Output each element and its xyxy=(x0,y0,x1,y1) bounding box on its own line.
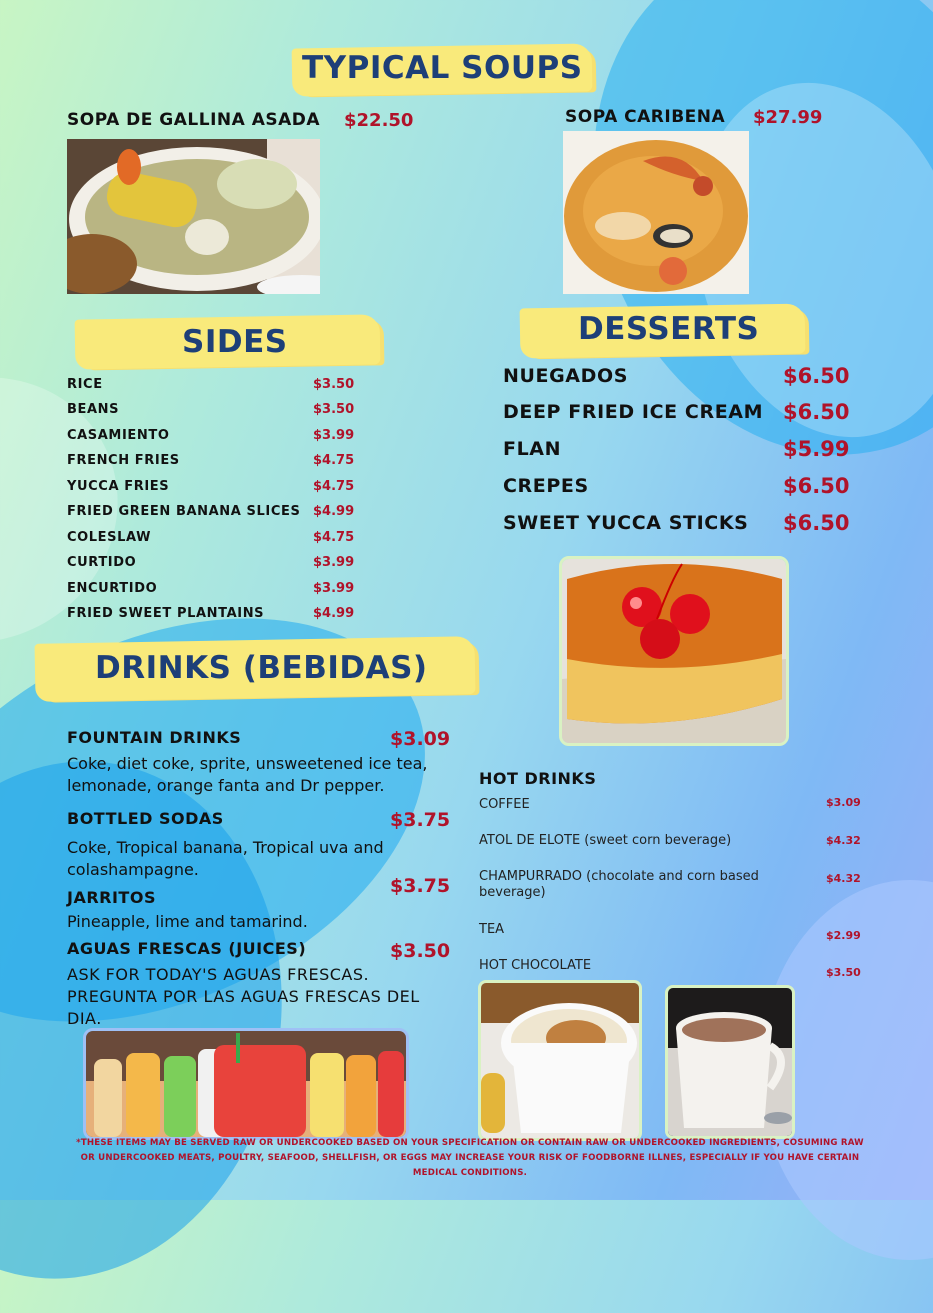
flan-photo xyxy=(559,556,789,746)
hot-drinks-heading: HOT DRINKS xyxy=(479,769,597,788)
hot-chocolate-photo xyxy=(665,985,795,1139)
caribena-soup-photo xyxy=(563,131,749,294)
gallina-soup-photo xyxy=(67,139,320,294)
side-item-name: ENCURTIDO xyxy=(67,581,158,596)
drink-description: Coke, diet coke, sprite, unsweetened ice tea, lemonade, orange fanta and Dr pepper. xyxy=(67,754,428,795)
hot-drink-name: ATOL DE ELOTE (sweet corn beverage) xyxy=(479,833,732,848)
dessert-item-price: $6.50 xyxy=(783,511,850,535)
hot-drink-name: CHAMPURRADO (chocolate and corn based beverage) xyxy=(479,869,759,900)
side-item-name: FRENCH FRIES xyxy=(67,453,180,468)
hot-drink-price: $3.09 xyxy=(826,796,861,809)
drink-price: $3.75 xyxy=(390,809,451,831)
drink-description: Pineapple, lime and tamarind. xyxy=(67,912,308,931)
drinks-heading: DRINKS (BEBIDAS) xyxy=(95,650,428,686)
drink-name: AGUAS FRESCAS (JUICES) xyxy=(67,939,307,958)
side-item-price: $3.99 xyxy=(313,555,355,570)
disclaimer-text: *THESE ITEMS MAY BE SERVED RAW OR UNDERCOOKED BASED ON YOUR SPECIFICATION OR CONTAIN RAW OR UNDERCOOKED INGREDIENTS, COSUMING RAW OR UNDERCOOKED MEATS, POULTRY, SEAFOOD, SHELLFISH, OR EGGS MAY INCREASE YOUR RISK OF FOODBORNE ILLNES, ESPECIALLY IF YOU HAVE CERTAIN MEDICAL CONDITIONS. xyxy=(76,1138,864,1178)
soup-name: SOPA CARIBENA xyxy=(565,107,726,127)
drink-price: $3.75 xyxy=(390,875,451,897)
hot-drink-price: $3.50 xyxy=(826,966,861,979)
side-item-name: FRIED GREEN BANANA SLICES xyxy=(67,504,301,519)
side-item-name: CURTIDO xyxy=(67,555,137,570)
side-item-name: CASAMIENTO xyxy=(67,428,170,443)
soup-name: SOPA DE GALLINA ASADA xyxy=(67,110,321,130)
hot-drink-name: TEA xyxy=(479,922,505,937)
atol-photo xyxy=(478,980,642,1141)
side-item-price: $4.75 xyxy=(313,530,355,545)
dessert-item-price: $6.50 xyxy=(783,474,850,498)
hot-drink-price: $4.32 xyxy=(826,834,861,847)
soups-heading: TYPICAL SOUPS xyxy=(302,50,583,86)
side-item-price: $4.75 xyxy=(313,453,355,468)
dessert-item-name: FLAN xyxy=(503,438,562,460)
sides-heading: SIDES xyxy=(182,324,288,360)
aguas-frescas-photo xyxy=(83,1028,409,1140)
dessert-item-price: $6.50 xyxy=(783,400,850,424)
hot-drink-price: $4.32 xyxy=(826,872,861,885)
side-item-name: RICE xyxy=(67,377,103,392)
drink-name: JARRITOS xyxy=(67,888,156,907)
drink-price: $3.09 xyxy=(390,728,451,750)
side-item-price: $3.99 xyxy=(313,428,355,443)
dessert-item-name: SWEET YUCCA STICKS xyxy=(503,512,749,534)
soup-price: $22.50 xyxy=(344,110,414,131)
soup-price: $27.99 xyxy=(753,107,823,128)
desserts-heading: DESSERTS xyxy=(578,311,760,347)
drink-description: Coke, Tropical banana, Tropical uva and colashampagne. xyxy=(67,838,384,879)
side-item-price: $3.50 xyxy=(313,377,355,392)
drink-name: BOTTLED SODAS xyxy=(67,809,224,828)
side-item-price: $4.99 xyxy=(313,606,355,621)
side-item-name: YUCCA FRIES xyxy=(67,479,170,494)
side-item-price: $3.50 xyxy=(313,402,355,417)
drink-price: $3.50 xyxy=(390,940,451,962)
side-item-name: COLESLAW xyxy=(67,530,152,545)
hot-drink-name: COFFEE xyxy=(479,797,530,812)
drink-name: FOUNTAIN DRINKS xyxy=(67,728,242,747)
dessert-item-name: NUEGADOS xyxy=(503,365,629,387)
side-item-price: $4.99 xyxy=(313,504,355,519)
drink-description: ASK FOR TODAY'S AGUAS FRESCAS. PREGUNTA POR LAS AGUAS FRESCAS DEL DIA. xyxy=(67,965,420,1028)
dessert-item-price: $6.50 xyxy=(783,364,850,388)
dessert-item-name: DEEP FRIED ICE CREAM xyxy=(503,401,764,423)
side-item-price: $3.99 xyxy=(313,581,355,596)
dessert-item-price: $5.99 xyxy=(783,437,850,461)
dessert-item-name: CREPES xyxy=(503,475,589,497)
hot-drink-name: HOT CHOCOLATE xyxy=(479,958,592,973)
hot-drink-price: $2.99 xyxy=(826,929,861,942)
side-item-name: FRIED SWEET PLANTAINS xyxy=(67,606,265,621)
side-item-name: BEANS xyxy=(67,402,120,417)
side-item-price: $4.75 xyxy=(313,479,355,494)
